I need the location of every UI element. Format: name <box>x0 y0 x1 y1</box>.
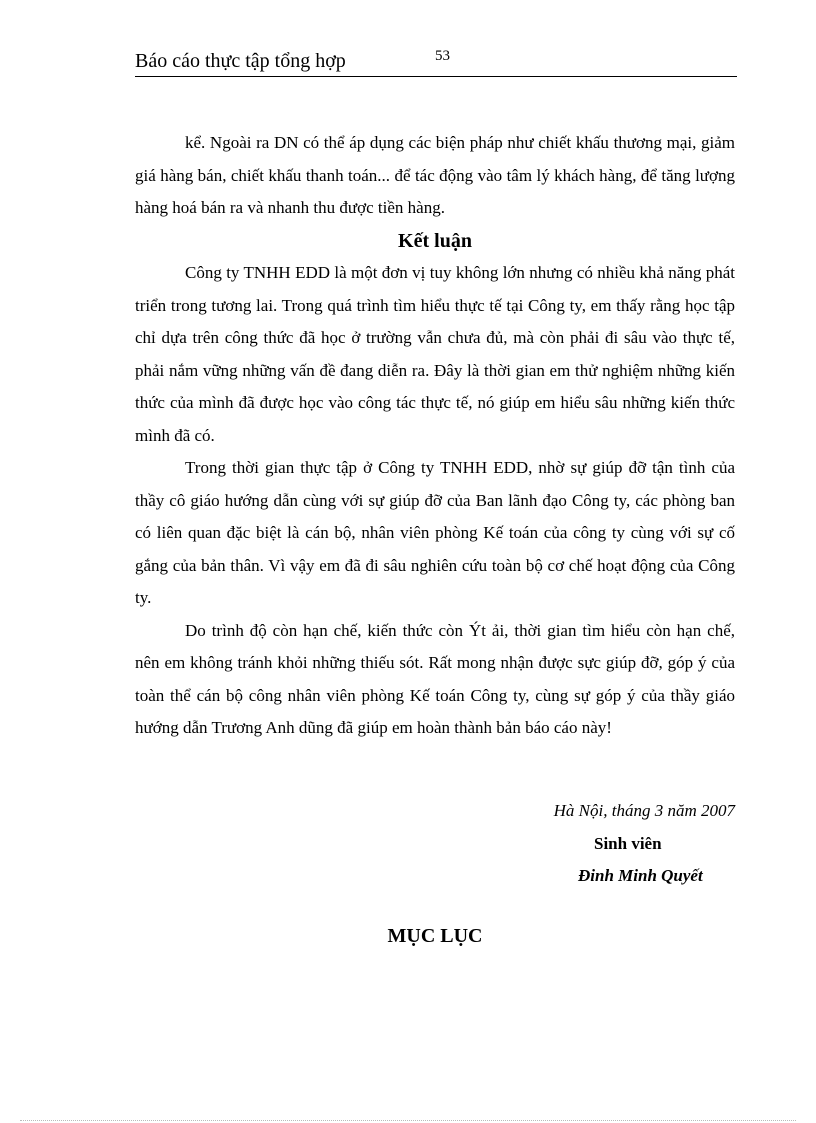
header-title: Báo cáo thực tập tổng hợp <box>135 50 346 72</box>
conclusion-paragraph-3: Do trình độ còn hạn chế, kiến thức còn Ýt ải, thời gian tìm hiểu còn hạn chế, nên em không tránh khỏi những thiếu sót. Rất mong nhận được sực giúp đỡ, góp ý của toàn thể cán bộ công nhân viên phòng Kế toán Công ty, cùng sự góp ý của thầy giáo hướng dẫn Trương Anh dũng đã giúp em hoàn thành bản báo cáo này! <box>135 620 735 737</box>
signature-date: Hà Nội, tháng 3 năm 2007 <box>553 801 735 820</box>
conclusion-paragraph-1: Công ty TNHH EDD là một đơn vị tuy không lớn nhưng có nhiều khả năng phát triển trong tương lai. Trong quá trình tìm hiểu thực tế tại Công ty, em thấy rằng học tập chỉ dựa trên công thức đã học ở trường vẫn chưa đủ, mà còn phải đi sâu vào thực tế, phải nắm vững những vấn đề đang diễn ra. Đây là thời gian em thử nghiệm những kiến thức của mình đã được học vào công tác thực tế, nó giúp em hiểu sâu những kiến thức mình đã có. <box>135 263 735 445</box>
footer-divider <box>20 1120 796 1121</box>
intro-section <box>135 127 735 225</box>
conclusion-paragraph-2: Trong thời gian thực tập ở Công ty TNHH EDD, nhờ sự giúp đỡ tận tình của thầy cô giáo hướng dẫn cùng với sự giúp đỡ của Ban lãnh đạo Công ty, các phòng ban có liên quan đặc biệt là cán bộ, nhân viên phòng Kế toán của công ty cùng với sự cố gắng của bản thân. Vì vậy em đã đi sâu nghiên cứu toàn bộ cơ chế hoạt động của Công ty. <box>135 458 735 607</box>
conclusion-body <box>135 257 735 745</box>
page-number: 53 <box>435 48 450 64</box>
toc-heading: MỤC LỤC <box>387 925 483 947</box>
conclusion-heading: Kết luận <box>398 230 472 252</box>
intro-paragraph: kể. Ngoài ra DN có thể áp dụng các biện pháp như chiết khấu thương mại, giảm giá hàng bán, chiết khấu thanh toán... để tác động vào tâm lý khách hàng, để tăng lượng hàng hoá bán ra và nhanh thu được tiền hàng. <box>135 133 735 217</box>
signature-role: Sinh viên <box>594 834 662 853</box>
page-header <box>135 48 737 77</box>
signature-name: Đinh Minh Quyết <box>578 866 703 885</box>
